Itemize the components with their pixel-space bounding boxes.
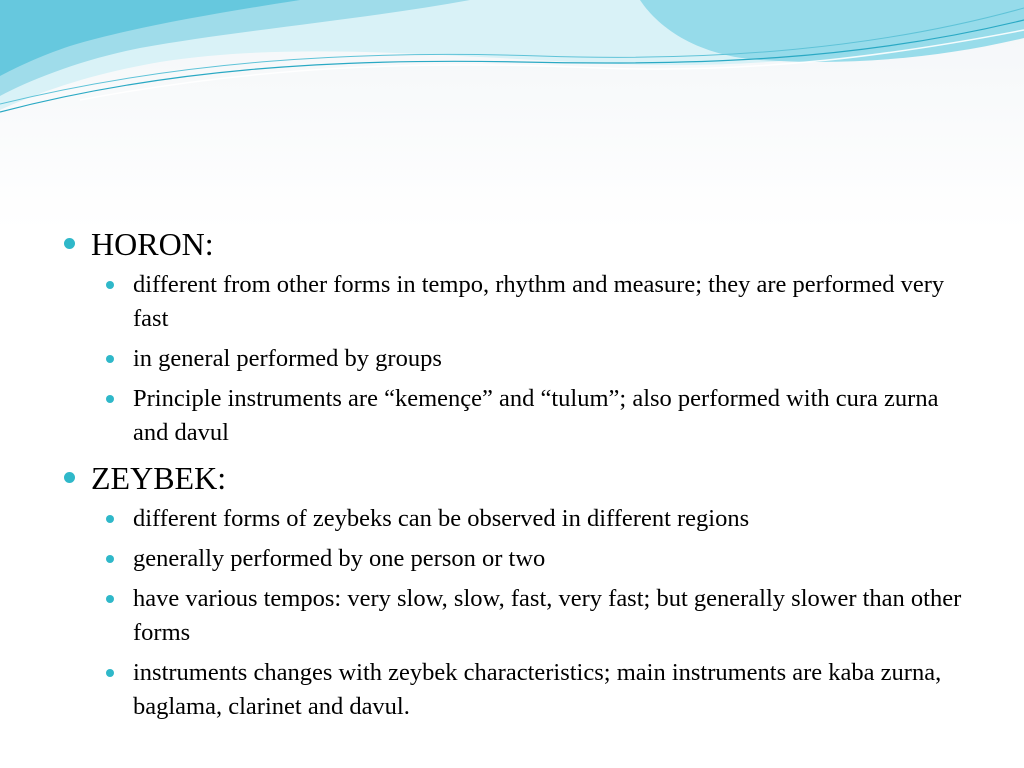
section-zeybek: [64, 458, 974, 724]
list-item: [106, 268, 974, 336]
bullet-icon: [106, 595, 114, 603]
list-item: [106, 582, 974, 650]
bullet-icon: [106, 281, 114, 289]
list-item-text: have various tempos: very slow, slow, fast, very fast; but generally slower than other forms: [133, 585, 962, 646]
heading-text: HORON:: [91, 226, 214, 262]
bullet-icon: [64, 238, 75, 249]
heading-text: ZEYBEK:: [91, 460, 227, 496]
list-item: [106, 382, 974, 450]
heading-zeybek: [64, 458, 974, 498]
header-wave-decoration: [0, 0, 1024, 130]
bullet-icon: [106, 515, 114, 523]
bullet-icon: [106, 395, 114, 403]
bullet-icon: [106, 669, 114, 677]
list-item: [106, 502, 974, 536]
list-item-text: generally performed by one person or two: [133, 545, 546, 572]
list-item: [106, 542, 974, 576]
list-item: [106, 656, 974, 724]
horon-list: [64, 268, 974, 450]
list-item-text: different forms of zeybeks can be observed in different regions: [133, 505, 750, 532]
zeybek-list: [64, 502, 974, 724]
list-item-text: different from other forms in tempo, rhythm and measure; they are performed very fast: [133, 271, 945, 332]
bullet-icon: [106, 355, 114, 363]
list-item-text: in general performed by groups: [133, 345, 442, 372]
list-item-text: Principle instruments are “kemençe” and “tulum”; also performed with cura zurna and davul: [133, 385, 939, 446]
bullet-icon: [64, 472, 75, 483]
bullet-icon: [106, 555, 114, 563]
list-item: [106, 342, 974, 376]
list-item-text: instruments changes with zeybek characteristics; main instruments are kaba zurna, baglama, clarinet and davul.: [133, 659, 942, 720]
slide-content: [64, 222, 974, 732]
section-horon: [64, 224, 974, 450]
heading-horon: [64, 224, 974, 264]
